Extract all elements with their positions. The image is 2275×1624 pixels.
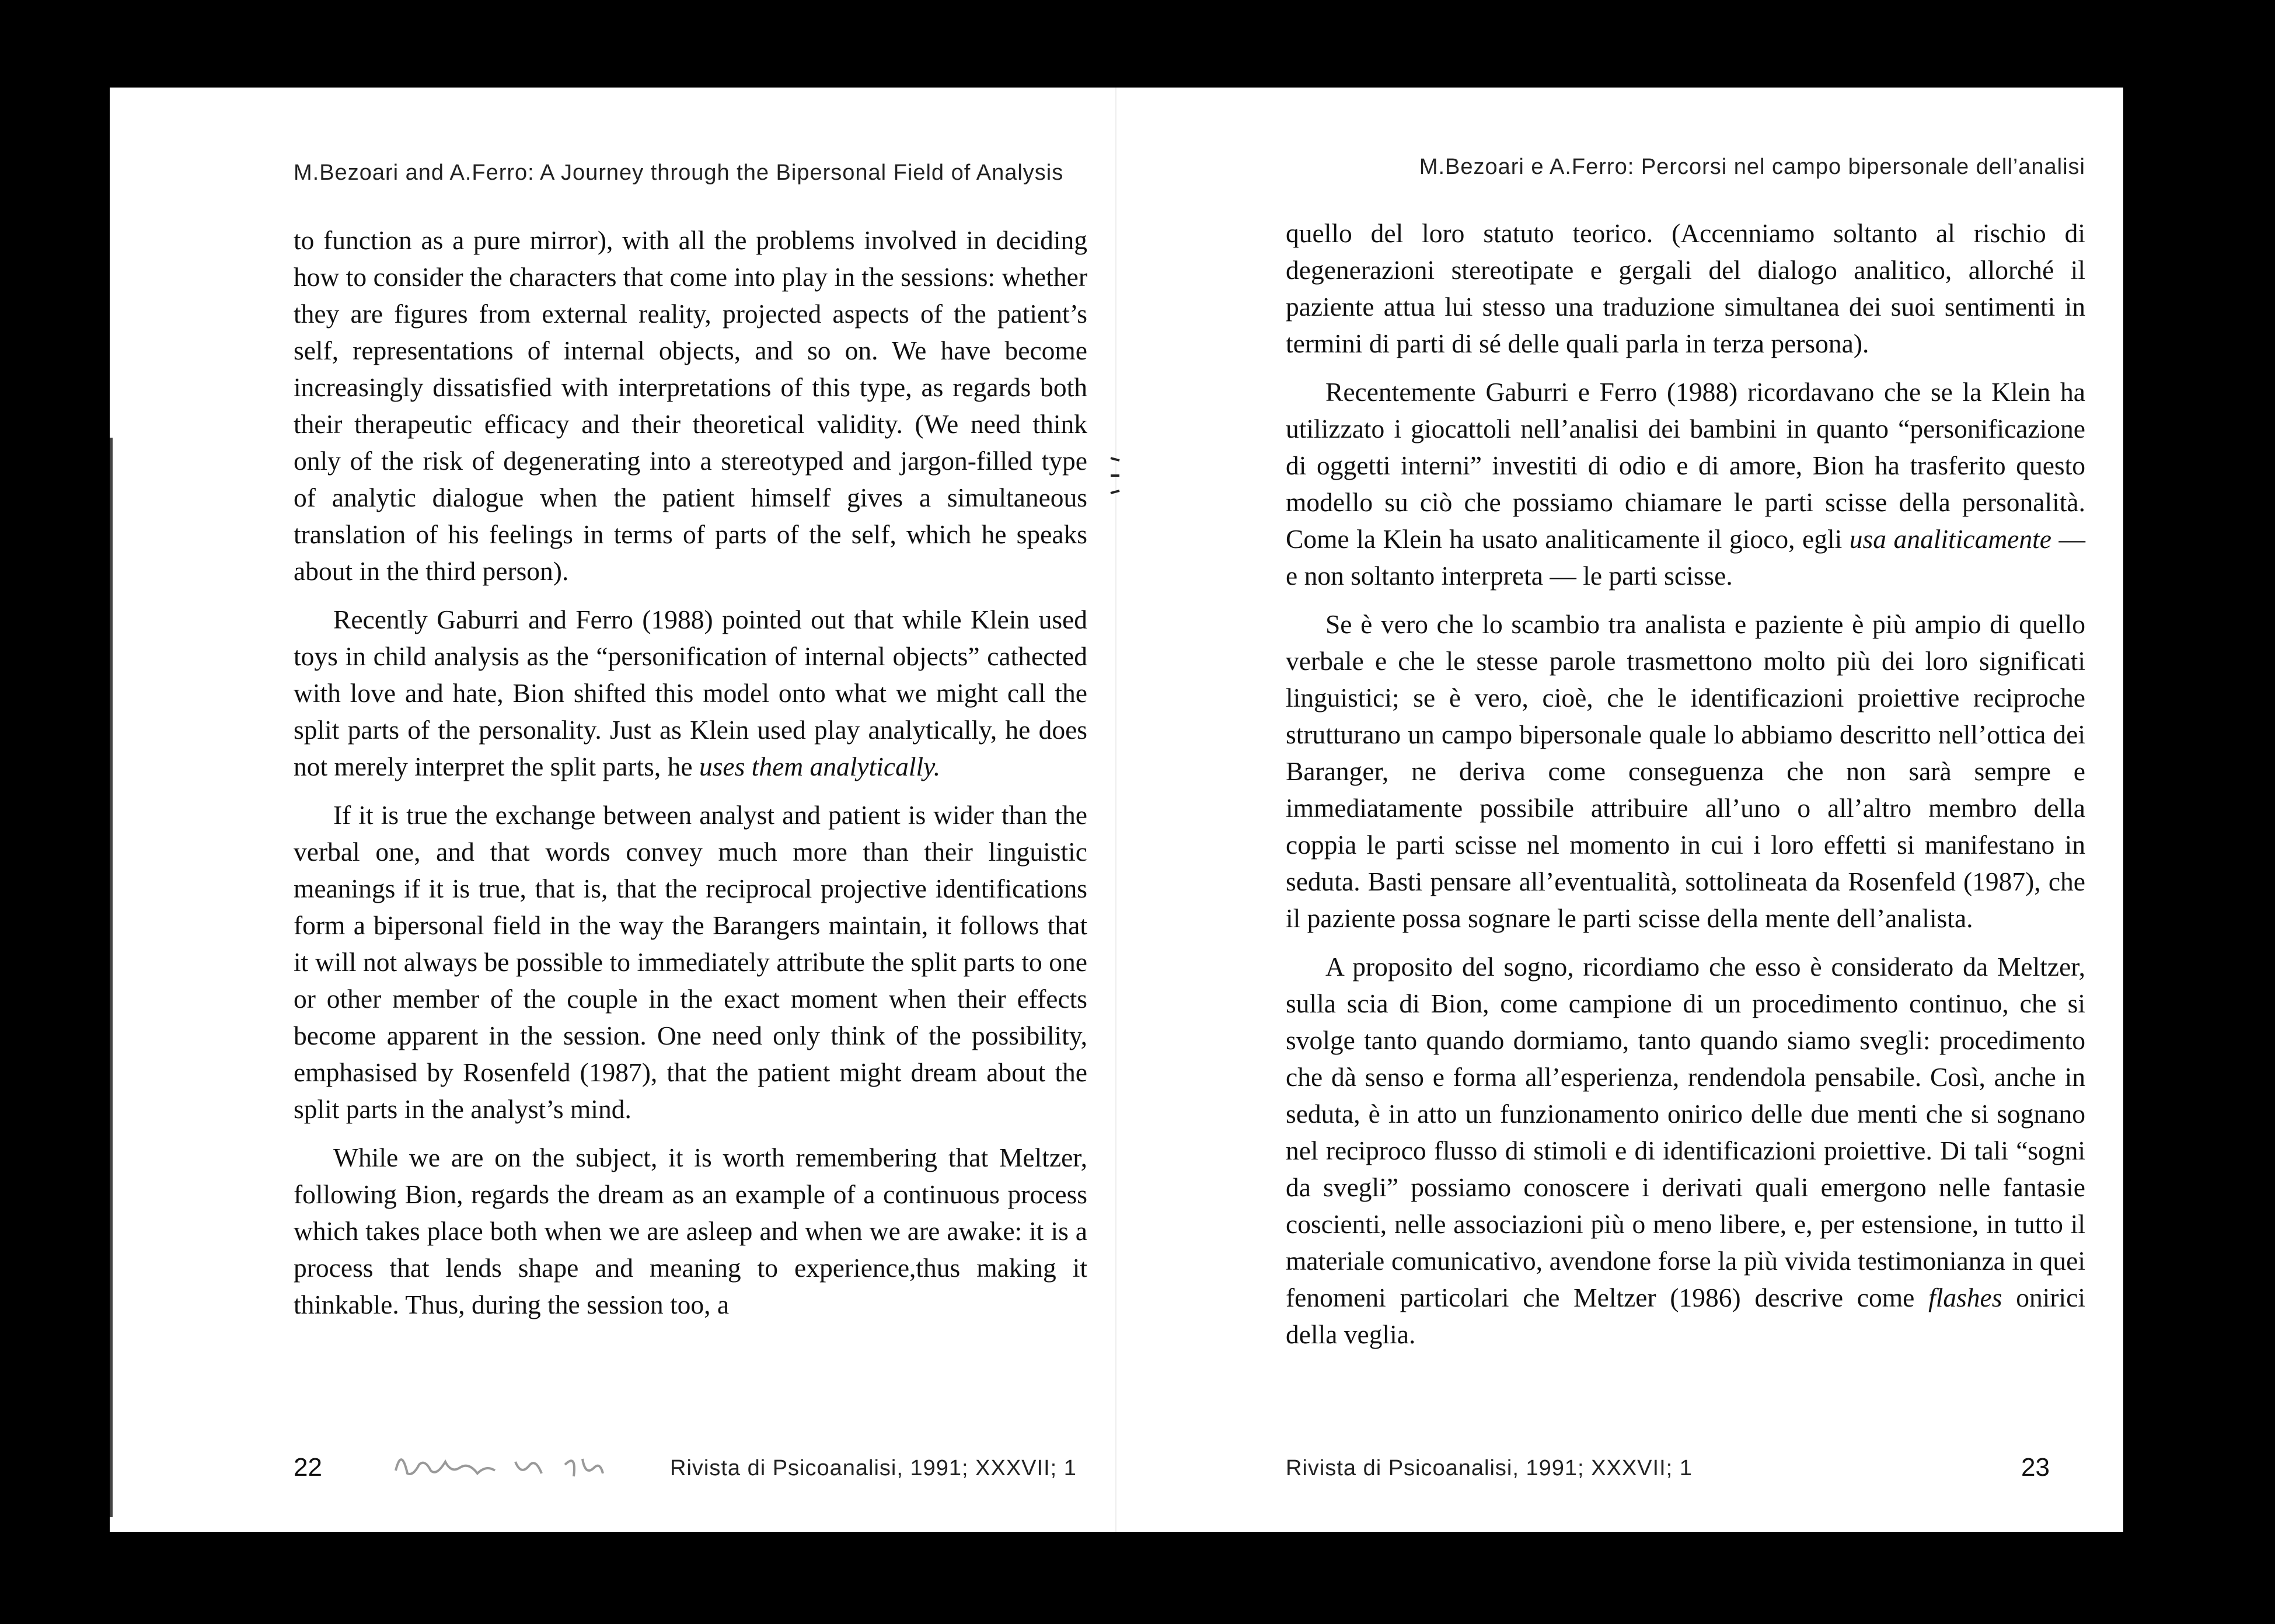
paragraph-text: onirici della veglia. bbox=[1286, 1283, 2085, 1349]
running-header-right: M.Bezoari e A.Ferro: Percorsi nel campo bipersonale dell’analisi bbox=[1419, 155, 2085, 179]
italic-phrase: uses them analytically. bbox=[699, 752, 941, 781]
journal-footer-right: Rivista di Psicoanalisi, 1991; XXXVII; 1 bbox=[1286, 1456, 1693, 1480]
paragraph-text: Recently Gaburri and Ferro (1988) pointed out that while Klein used toys in child analysis as the “personification of internal objects” cathected with love and hate, Bion shifted this model onto what we might call the split parts of the personality. Just as Klein used play analytically, he does not merely interpret the split parts, he bbox=[294, 605, 1087, 781]
left-body-text bbox=[294, 222, 1087, 1323]
scanned-spread bbox=[110, 88, 2123, 1532]
paragraph bbox=[1286, 948, 2085, 1353]
paragraph-text: Recentemente Gaburri e Ferro (1988) ricordavano che se la Klein ha utilizzato i giocattoli nell’analisi dei bambini in quanto “personificazione di oggetti interni” investiti di odio e di amore, Bion ha trasferito questo modello su ciò che possiamo chiamare le parti scisse della personalità. Come la Klein ha usato analiticamente il gioco, egli bbox=[1286, 377, 2085, 554]
paragraph-text: — e non soltanto interpreta — le parti scisse. bbox=[1286, 524, 2086, 591]
page-number-right: 23 bbox=[2021, 1453, 2050, 1482]
paragraph: Se è vero che lo scambio tra analista e paziente è più ampio di quello verbale e che le stesse parole trasmettono molto più dei loro significati linguistici; se è vero, cioè, che le identificazioni proiettive reciproche strutturano un campo bipersonale quale lo abbiamo descritto nell’ottica dei Baranger, ne deriva come conseguenza che non sarà sempre e immediatamente possibile attribuire all’uno o all’altro membro della coppia le parti scisse nel momento in cui i loro effetti si manifestano in seduta. Basti pensare all’eventualità, sottolineata da Rosenfeld (1987), che il paziente possa sognare le parti scisse della mente dell’analista. bbox=[1286, 609, 2085, 933]
paragraph: While we are on the subject, it is worth remembering that Meltzer, following Bion, regards the dream as an example of a continuous process which takes place both when we are asleep and when we are awake: it is a process that lends shape and meaning to experience,thus making it thinkable. Thus, during the session too, a bbox=[294, 1143, 1087, 1319]
right-body-text bbox=[1286, 215, 2085, 1353]
paragraph: quello del loro statuto teorico. (Accenniamo soltanto al rischio di degenerazioni stereotipate e gergali del dialogo analitico, allorché il paziente attua lui stesso una traduzione simultanea dei suoi sentimenti in termini di parti di sé delle quali parla in terza persona). bbox=[1286, 218, 2085, 358]
journal-footer-left: Rivista di Psicoanalisi, 1991; XXXVII; 1 bbox=[670, 1456, 1077, 1480]
italic-phrase: flashes bbox=[1928, 1283, 2002, 1312]
left-page bbox=[110, 88, 1116, 1532]
running-header-left: M.Bezoari and A.Ferro: A Journey through the Bipersonal Field of Analysis bbox=[294, 160, 1064, 185]
handwritten-note bbox=[390, 1441, 617, 1488]
right-page bbox=[1116, 88, 2123, 1532]
paragraph: If it is true the exchange between analyst and patient is wider than the verbal one, and that words convey much more than their linguistic meanings if it is true, that is, that the reciprocal projective identifications form a bipersonal field in the way the Barangers maintain, it follows that it will not always be possible to immediately attribute the split parts to one or other member of the couple in the exact moment when their effects become apparent in the session. One need only think of the possibility, emphasised by Rosenfeld (1987), that the patient might dream about the split parts in the analyst’s mind. bbox=[294, 800, 1087, 1124]
paragraph: to function as a pure mirror), with all the problems involved in deciding how to consider the characters that come into play in the sessions: whether they are figures from external reality, projected aspects of the patient’s self, representations of internal objects, and so on. We have become increasingly dissatisfied with interpretations of this type, as regards both their therapeutic efficacy and their theoretical validity. (We need think only of the risk of degenerating into a stereotyped and jargon-filled type of analytic dialogue when the patient himself gives a simultaneous translation of his feelings in terms of parts of the self, which he speaks about in the third person). bbox=[294, 225, 1087, 586]
page-number-left: 22 bbox=[294, 1453, 322, 1482]
paragraph-text: A proposito del sogno, ricordiamo che esso è considerato da Meltzer, sulla scia di Bion, come campione di un procedimento continuo, che si svolge tanto quando dormiamo, tanto quando siamo svegli: procedimento che dà senso e forma all’esperienza, rendendola pensabile. Così, anche in seduta, è in atto un funzionamento onirico delle due menti che si sognano nel reciproco flusso di stimoli e di identificazioni proiettive. Di tali “sogni da svegli” possiamo conoscere i derivati quali emergono nelle fantasie coscienti, nelle associazioni più o meno libere, e, per estensione, in tutto il materiale comunicativo, avendone forse la più vivida testimonianza in quei fenomeni particolari che Meltzer (1986) descrive come bbox=[1286, 952, 2085, 1312]
paragraph bbox=[1286, 373, 2085, 594]
italic-phrase: usa analiticamente bbox=[1849, 524, 2051, 554]
paragraph bbox=[294, 601, 1087, 785]
